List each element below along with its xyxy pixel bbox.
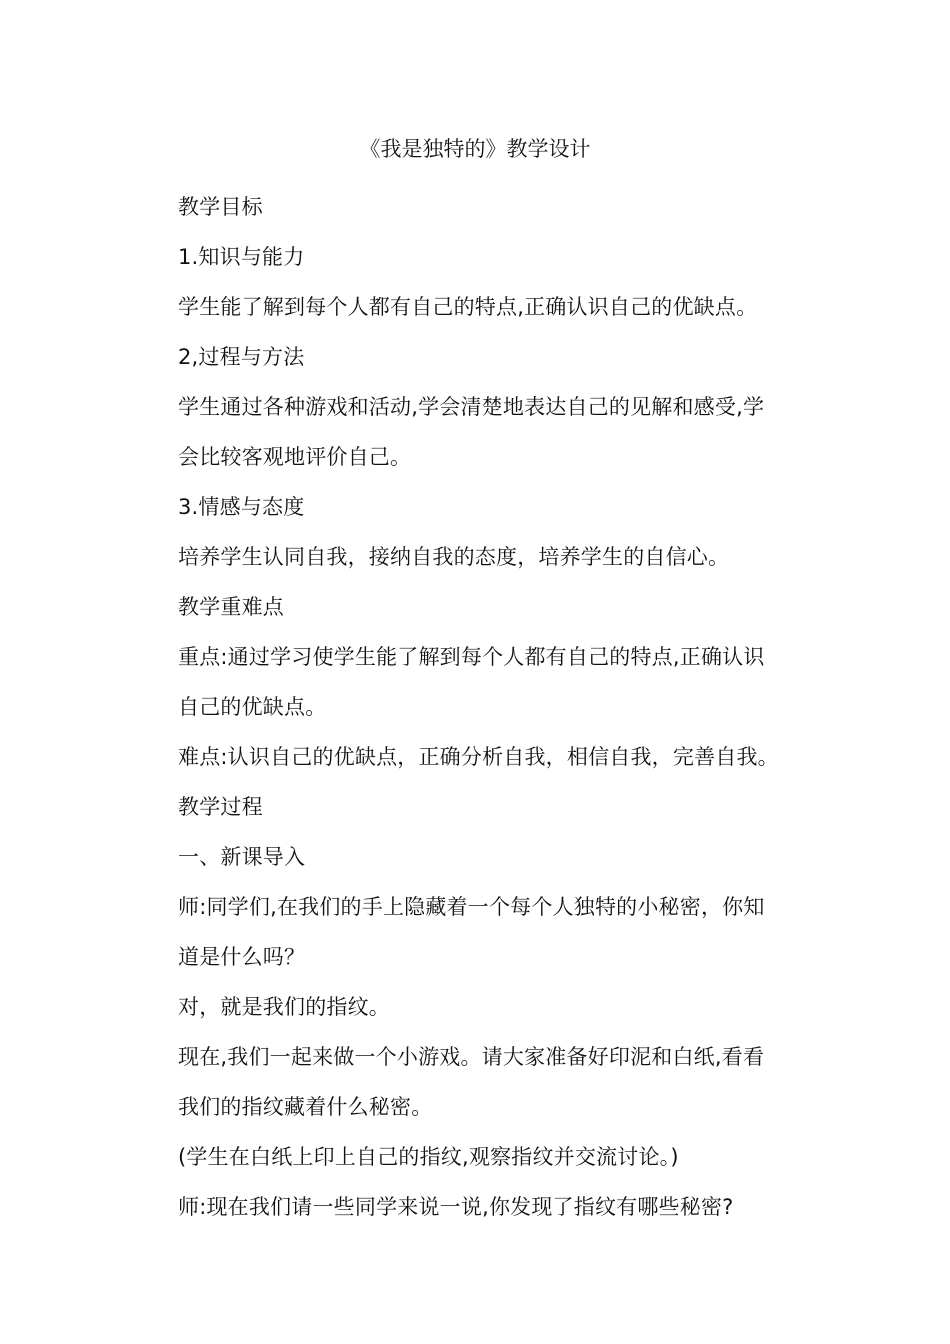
document-title: 《我是独特的》教学设计 — [359, 137, 591, 161]
paragraph-line: 学生通过各种游戏和活动,学会清楚地表达自己的见解和感受,学 — [178, 395, 765, 419]
paragraph-line: 师:同学们,在我们的手上隐藏着一个每个人独特的小秘密，你知 — [178, 895, 765, 919]
paragraph-line: 学生能了解到每个人都有自己的特点,正确认识自己的优缺点。 — [178, 295, 758, 319]
subheading-emotion-attitude: 3.情感与态度 — [178, 495, 305, 519]
paragraph-line: (学生在白纸上印上自己的指纹,观察指纹并交流讨论。) — [178, 1145, 679, 1169]
paragraph-line: 自己的优缺点。 — [178, 695, 327, 719]
section-heading-key-difficult-points: 教学重难点 — [178, 595, 284, 619]
document-body — [178, 182, 803, 1232]
paragraph-line: 会比较客观地评价自己。 — [178, 445, 412, 469]
subheading-process-method: 2,过程与方法 — [178, 345, 305, 369]
section-heading-teaching-process: 教学过程 — [178, 795, 263, 819]
paragraph-line: 对，就是我们的指纹。 — [178, 995, 390, 1019]
paragraph-line: 我们的指纹藏着什么秘密。 — [178, 1095, 433, 1119]
subheading-lesson-intro: 一、新课导入 — [178, 845, 306, 869]
paragraph-line: 道是什么吗？ — [178, 945, 306, 969]
paragraph-line: 重点:通过学习使学生能了解到每个人都有自己的特点,正确认识 — [178, 645, 765, 669]
subheading-knowledge-ability: 1.知识与能力 — [178, 245, 305, 269]
paragraph-line: 培养学生认同自我，接纳自我的态度，培养学生的自信心。 — [178, 545, 730, 569]
section-heading-teaching-goals: 教学目标 — [178, 195, 263, 219]
paragraph-line: 师:现在我们请一些同学来说一说,你发现了指纹有哪些秘密? — [178, 1195, 734, 1219]
paragraph-line: 难点:认识自己的优缺点，正确分析自我，相信自我，完善自我。 — [178, 745, 779, 769]
paragraph-line: 现在,我们一起来做一个小游戏。请大家准备好印泥和白纸,看看 — [178, 1045, 765, 1069]
